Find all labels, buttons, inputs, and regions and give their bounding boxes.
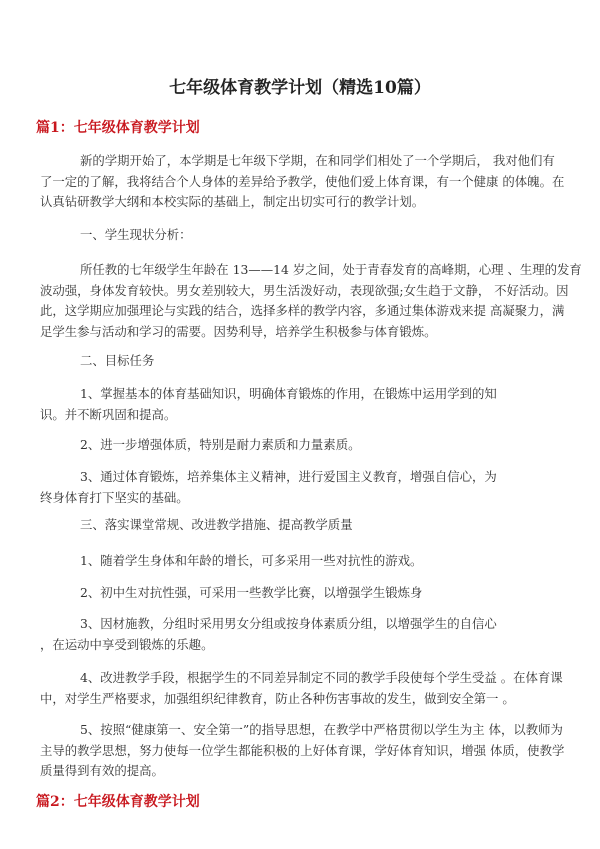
paragraph-line: 认真钻研教学大纲和本校实际的基础上，制定出切实可行的教学计划。 — [40, 194, 425, 210]
paragraph — [40, 151, 570, 213]
paragraph-line: 2、初中生对抗性强，可采用一些教学比赛，以增强学生锻炼身 — [80, 585, 423, 600]
paragraph — [40, 614, 570, 655]
paragraph-line: 一、学生现状分析： — [80, 227, 192, 242]
paragraph-line: 二、目标任务 — [80, 353, 155, 368]
paragraph — [40, 260, 582, 342]
paragraph — [40, 583, 570, 604]
paragraph-line: 波动强，身体发育较快。男女差别较大，男生活泼好动，表现欲强;女生趋于文静， 不好活动。因 — [40, 282, 569, 298]
paragraph-line: 4、改进教学手段，根据学生的不同差异制定不同的教学手段使每个学生受益 。在体育课 — [80, 670, 563, 685]
paragraph — [40, 351, 570, 372]
paragraph-line: 1、掌握基本的体育基础知识，明确体育锻炼的作用，在锻炼中运用学到的知 — [80, 386, 497, 401]
paragraph-line: 2、进一步增强体质，特别是耐力素质和力量素质。 — [80, 437, 361, 452]
paragraph — [40, 225, 570, 246]
paragraph — [40, 720, 570, 782]
paragraph-line: 1、随着学生身体和年龄的增长，可多采用一些对抗性的游戏。 — [80, 553, 423, 568]
paragraph-line: 此，这学期应加强理论与实践的结合，选择多样的教学内容，多通过集体游戏来提 高凝聚力，满 — [40, 303, 565, 319]
paragraph-line: 3、因材施教，分组时采用男女分组或按身体素质分组，以增强学生的自信心 — [80, 616, 497, 631]
paragraph — [40, 384, 570, 425]
paragraph — [40, 551, 570, 572]
paragraph-line: 3、通过体育锻炼，培养集体主义精神，进行爱国主义教育，增强自信心，为 — [80, 469, 497, 484]
document-title: 七年级体育教学计划（精选10篇） — [169, 78, 431, 98]
paragraph-line: 5、按照“健康第一、安全第一”的指导思想，在教学中严格贯彻以学生为主 体，以教师为 — [80, 722, 563, 737]
paragraph-line: 所任教的七年级学生年龄在 13——14 岁之间，处于青春发育的高峰期，心理 、生理的发育 — [80, 262, 582, 277]
section-heading-2: 篇2：七年级体育教学计划 — [36, 794, 200, 810]
paragraph-line: 识。并不断巩固和提高。 — [40, 406, 177, 422]
paragraph-line: 三、落实课堂常规、改进教学措施、提高教学质量 — [80, 517, 353, 532]
paragraph-line: 终身体育打下坚实的基础。 — [40, 489, 189, 505]
paragraph — [40, 467, 570, 508]
paragraph-line: ，在运动中享受到锻炼的乐趣。 — [40, 636, 214, 652]
paragraph-line: 主导的教学思想，努力使每一位学生都能积极的上好体育课，学好体育知识，增强 体质，使教学 — [40, 742, 565, 758]
section-heading-1: 篇1：七年级体育教学计划 — [36, 120, 200, 136]
paragraph — [40, 435, 570, 456]
paragraph-line: 中，对学生严格要求，加强组织纪律教育，防止各种伤害事故的发生，做到安全第一 。 — [40, 690, 515, 706]
paragraph — [40, 668, 570, 709]
paragraph-line: 足学生参与活动和学习的需要。因势利导，培养学生积极参与体育锻炼。 — [40, 323, 437, 339]
paragraph-line: 新的学期开始了，本学期是七年级下学期，在和同学们相处了一个学期后， 我对他们有 — [80, 153, 555, 168]
paragraph-line: 质量得到有效的提高。 — [40, 763, 164, 779]
paragraph — [40, 515, 570, 536]
paragraph-line: 了一定的了解，我将结合个人身体的差异给予教学，使他们爱上体育课，有一个健康 的体魄。在 — [40, 173, 565, 189]
